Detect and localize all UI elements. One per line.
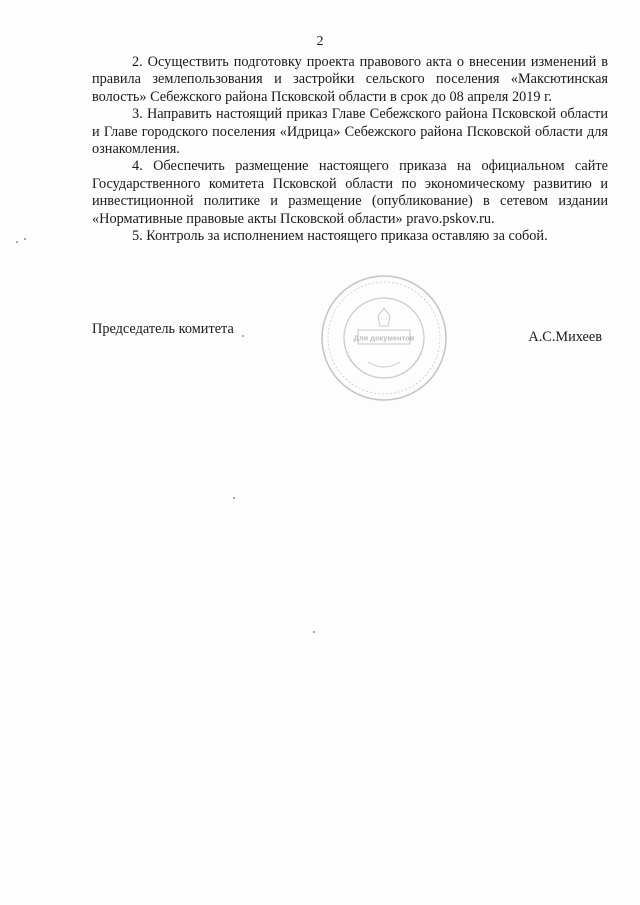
scan-speck bbox=[24, 238, 26, 240]
paragraph-5: 5. Контроль за исполнением настоящего приказа оставляю за собой. bbox=[132, 228, 548, 245]
signature-block bbox=[92, 321, 608, 343]
paragraph-4: 4. Обеспечить размещение настоящего приказа на официальном сайте Государственного комитета Псковской области по экономическому развитию и инвестиционной политике и размещение (опубликование) в сетевом издании «Нормативные правовые акты Псковской области» pravo.pskov.ru. bbox=[92, 158, 608, 227]
scan-speck bbox=[242, 335, 244, 337]
page-number: 2 bbox=[316, 34, 324, 49]
paragraph-3: 3. Направить настоящий приказ Главе Себежского района Псковской области и Главе городского поселения «Идрица» Себежского района Псковской области для ознакомления. bbox=[92, 106, 608, 158]
scan-speck bbox=[16, 241, 18, 243]
signatory-position: Председатель комитета bbox=[92, 321, 234, 337]
document-body bbox=[92, 54, 608, 245]
stamp-label: Для документов bbox=[353, 333, 415, 343]
scan-speck bbox=[313, 631, 315, 633]
signatory-name: А.С.Михеев bbox=[528, 329, 602, 345]
paragraph-2: 2. Осуществить подготовку проекта правового акта о внесении изменений в правила землепользования и застройки сельского поселения «Максютинская волость» Себежского района Псковской области в срок до 08 апреля 2019 г. bbox=[92, 54, 608, 105]
scan-speck bbox=[233, 497, 235, 499]
